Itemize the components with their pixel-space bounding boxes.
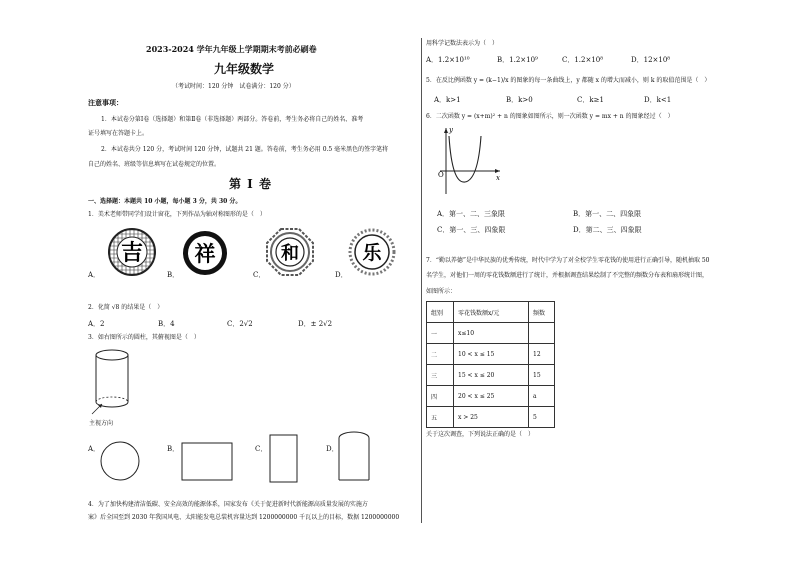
- column-divider: [421, 38, 422, 523]
- q3-rectangle-view: [181, 442, 233, 482]
- table-cell: 15 < x ≤ 20: [454, 365, 529, 386]
- table-header: 组别: [427, 302, 454, 323]
- table-cell: x > 25: [454, 407, 529, 428]
- question-7-line: 7．“勤以养德”是中华民族的优秀传统，时代中学为了对全校学生零花钱的使用进行正确引导，随机抽取 50: [426, 257, 710, 264]
- question-4-line: 4．为了加快构建清洁低碳、安全高效的能源体系，国家发布《关于促进新时代新能源高质量发展的实施方: [88, 501, 368, 508]
- window-flower-d: [348, 228, 396, 276]
- table-cell: 五: [427, 407, 454, 428]
- table-cell: 20 < x ≤ 25: [454, 386, 529, 407]
- question-3-stem: 3．如右图所示的圆柱，其俯视图是（ ）: [88, 334, 200, 341]
- question-7-line: 名学生，对他们一周的零花钱数额进行了统计，并根据调查结果绘制了不完整的频数分布表和扇形统计图，: [426, 272, 709, 279]
- q3-option-a: A．: [88, 445, 101, 453]
- table-header-row: [427, 302, 555, 323]
- table-cell: 12: [529, 344, 555, 365]
- q6-option-b: B．第一、二、四象限: [573, 210, 642, 218]
- svg-text:祥: 祥: [194, 241, 216, 266]
- q4-option-d: D．12×10⁸: [631, 56, 671, 64]
- table-cell: 一: [427, 323, 454, 344]
- q3-circle-view: [99, 440, 141, 482]
- q4-option-c: C．1.2×10⁸: [562, 56, 604, 64]
- table-row: [427, 407, 555, 428]
- q2-option-b: B．4: [158, 320, 175, 328]
- window-flower-b: [182, 230, 228, 276]
- table-cell: [529, 323, 555, 344]
- note-line: 自己的姓名、班级等信息填写在试卷规定的位置。: [88, 161, 221, 168]
- svg-text:吉: 吉: [120, 240, 144, 266]
- q1-option-a: A．: [88, 271, 101, 279]
- note-line: 1．本试卷分第Ⅰ卷（选择题）和第Ⅱ卷（非选择题）两部分。答卷前，考生务必将自己的姓名、准考: [101, 116, 364, 123]
- q5-option-c: C．k≥1: [577, 96, 604, 104]
- question-4-line: 案》后全国至到 2030 年我国风电、太阳能发电总装机容量达到 1200000000 千瓦以上的目标，数据 1200000000: [88, 514, 400, 521]
- svg-text:乐: 乐: [362, 242, 382, 264]
- q3-option-d: D．: [326, 445, 339, 453]
- q3-cylinder-view: [337, 430, 371, 484]
- question-2-stem: 2．化简 √8 的结果是（ ）: [88, 304, 164, 311]
- table-header: 频数: [529, 302, 555, 323]
- q1-option-b: B．: [167, 271, 180, 279]
- svg-text:y: y: [449, 126, 453, 134]
- note-line: 证号填写在答题卡上。: [88, 130, 149, 137]
- table-row: [427, 323, 555, 344]
- question-7-line: 如图所示：: [426, 288, 457, 295]
- question-4-line: 用科学记数法表示为（ ）: [426, 40, 499, 47]
- q5-option-a: A．k>1: [434, 96, 461, 104]
- view-direction-label: 主视方向: [89, 420, 114, 427]
- q2-option-a: A．2: [88, 320, 105, 328]
- q1-option-c: C．: [253, 271, 266, 279]
- q3-tall-rectangle-view: [269, 434, 299, 484]
- question-6-stem: 6．二次函数 y = (x+m)² + n 的图象如图所示，则一次函数 y = mx + n 的图象经过（ ）: [426, 113, 674, 120]
- table-cell: 三: [427, 365, 454, 386]
- table-cell: x≤10: [454, 323, 529, 344]
- volume-title: 第 I 卷: [229, 177, 272, 191]
- question-7-question: 关于这次调查，下列说法正确的是（ ）: [426, 431, 535, 438]
- notes-heading: 注意事项：: [88, 98, 123, 107]
- table-cell: 10 < x ≤ 15: [454, 344, 529, 365]
- q6-option-c: C．第一、三、四象限: [437, 226, 506, 234]
- q4-option-a: A．1.2×10¹⁰: [426, 56, 470, 64]
- q3-option-b: B．: [167, 445, 180, 453]
- table-cell: 四: [427, 386, 454, 407]
- question-5-stem: 5．在反比例函数 y = (k−1)/x 的图象的每一条曲线上，y 都随 x 的增大而减小，则 k 的取值范围是（ ）: [426, 77, 711, 84]
- exam-title: 2023-2024 学年九年级上学期期末考前必刷卷: [146, 44, 317, 54]
- window-flower-a: [108, 228, 156, 276]
- table-cell: 二: [427, 344, 454, 365]
- q4-option-b: B．1.2×10⁹: [497, 56, 538, 64]
- parabola-graph: [432, 124, 506, 196]
- table-header: 零花钱数额x/元: [454, 302, 529, 323]
- q5-option-b: B．k>0: [506, 96, 533, 104]
- table-row: [427, 344, 555, 365]
- svg-text:和: 和: [281, 243, 299, 264]
- frequency-table: [426, 301, 555, 428]
- question-1-stem: 1．美术老师带同学们设计窗花，下列作品为轴对称图形的是（ ）: [88, 211, 266, 218]
- table-cell: a: [529, 386, 555, 407]
- table-row: [427, 365, 555, 386]
- subject-title: 九年级数学: [214, 62, 275, 76]
- section-heading: 一、选择题：本题共 10 小题，每小题 3 分，共 30 分。: [88, 198, 242, 205]
- q2-option-c: C．2√2: [227, 320, 253, 328]
- q3-option-c: C．: [255, 445, 268, 453]
- svg-text:O: O: [438, 171, 444, 179]
- table-cell: 15: [529, 365, 555, 386]
- svg-text:x: x: [496, 174, 500, 182]
- q1-option-d: D．: [335, 271, 348, 279]
- q6-option-a: A．第一、二、三象限: [437, 210, 506, 218]
- q6-option-d: D．第二、三、四象限: [573, 226, 642, 234]
- q5-option-d: D．k<1: [644, 96, 672, 104]
- note-line: 2．本试卷共分 120 分，考试时间 120 分钟，试题共 21 题。答卷前，考生务必用 0.5 毫米黑色的签字笔将: [101, 146, 389, 153]
- exam-info: （考试时间：120 分钟 试卷满分：120 分）: [172, 83, 295, 90]
- window-flower-c: [266, 228, 314, 276]
- table-cell: 5: [529, 407, 555, 428]
- q2-option-d: D．± 2√2: [298, 320, 333, 328]
- table-row: [427, 386, 555, 407]
